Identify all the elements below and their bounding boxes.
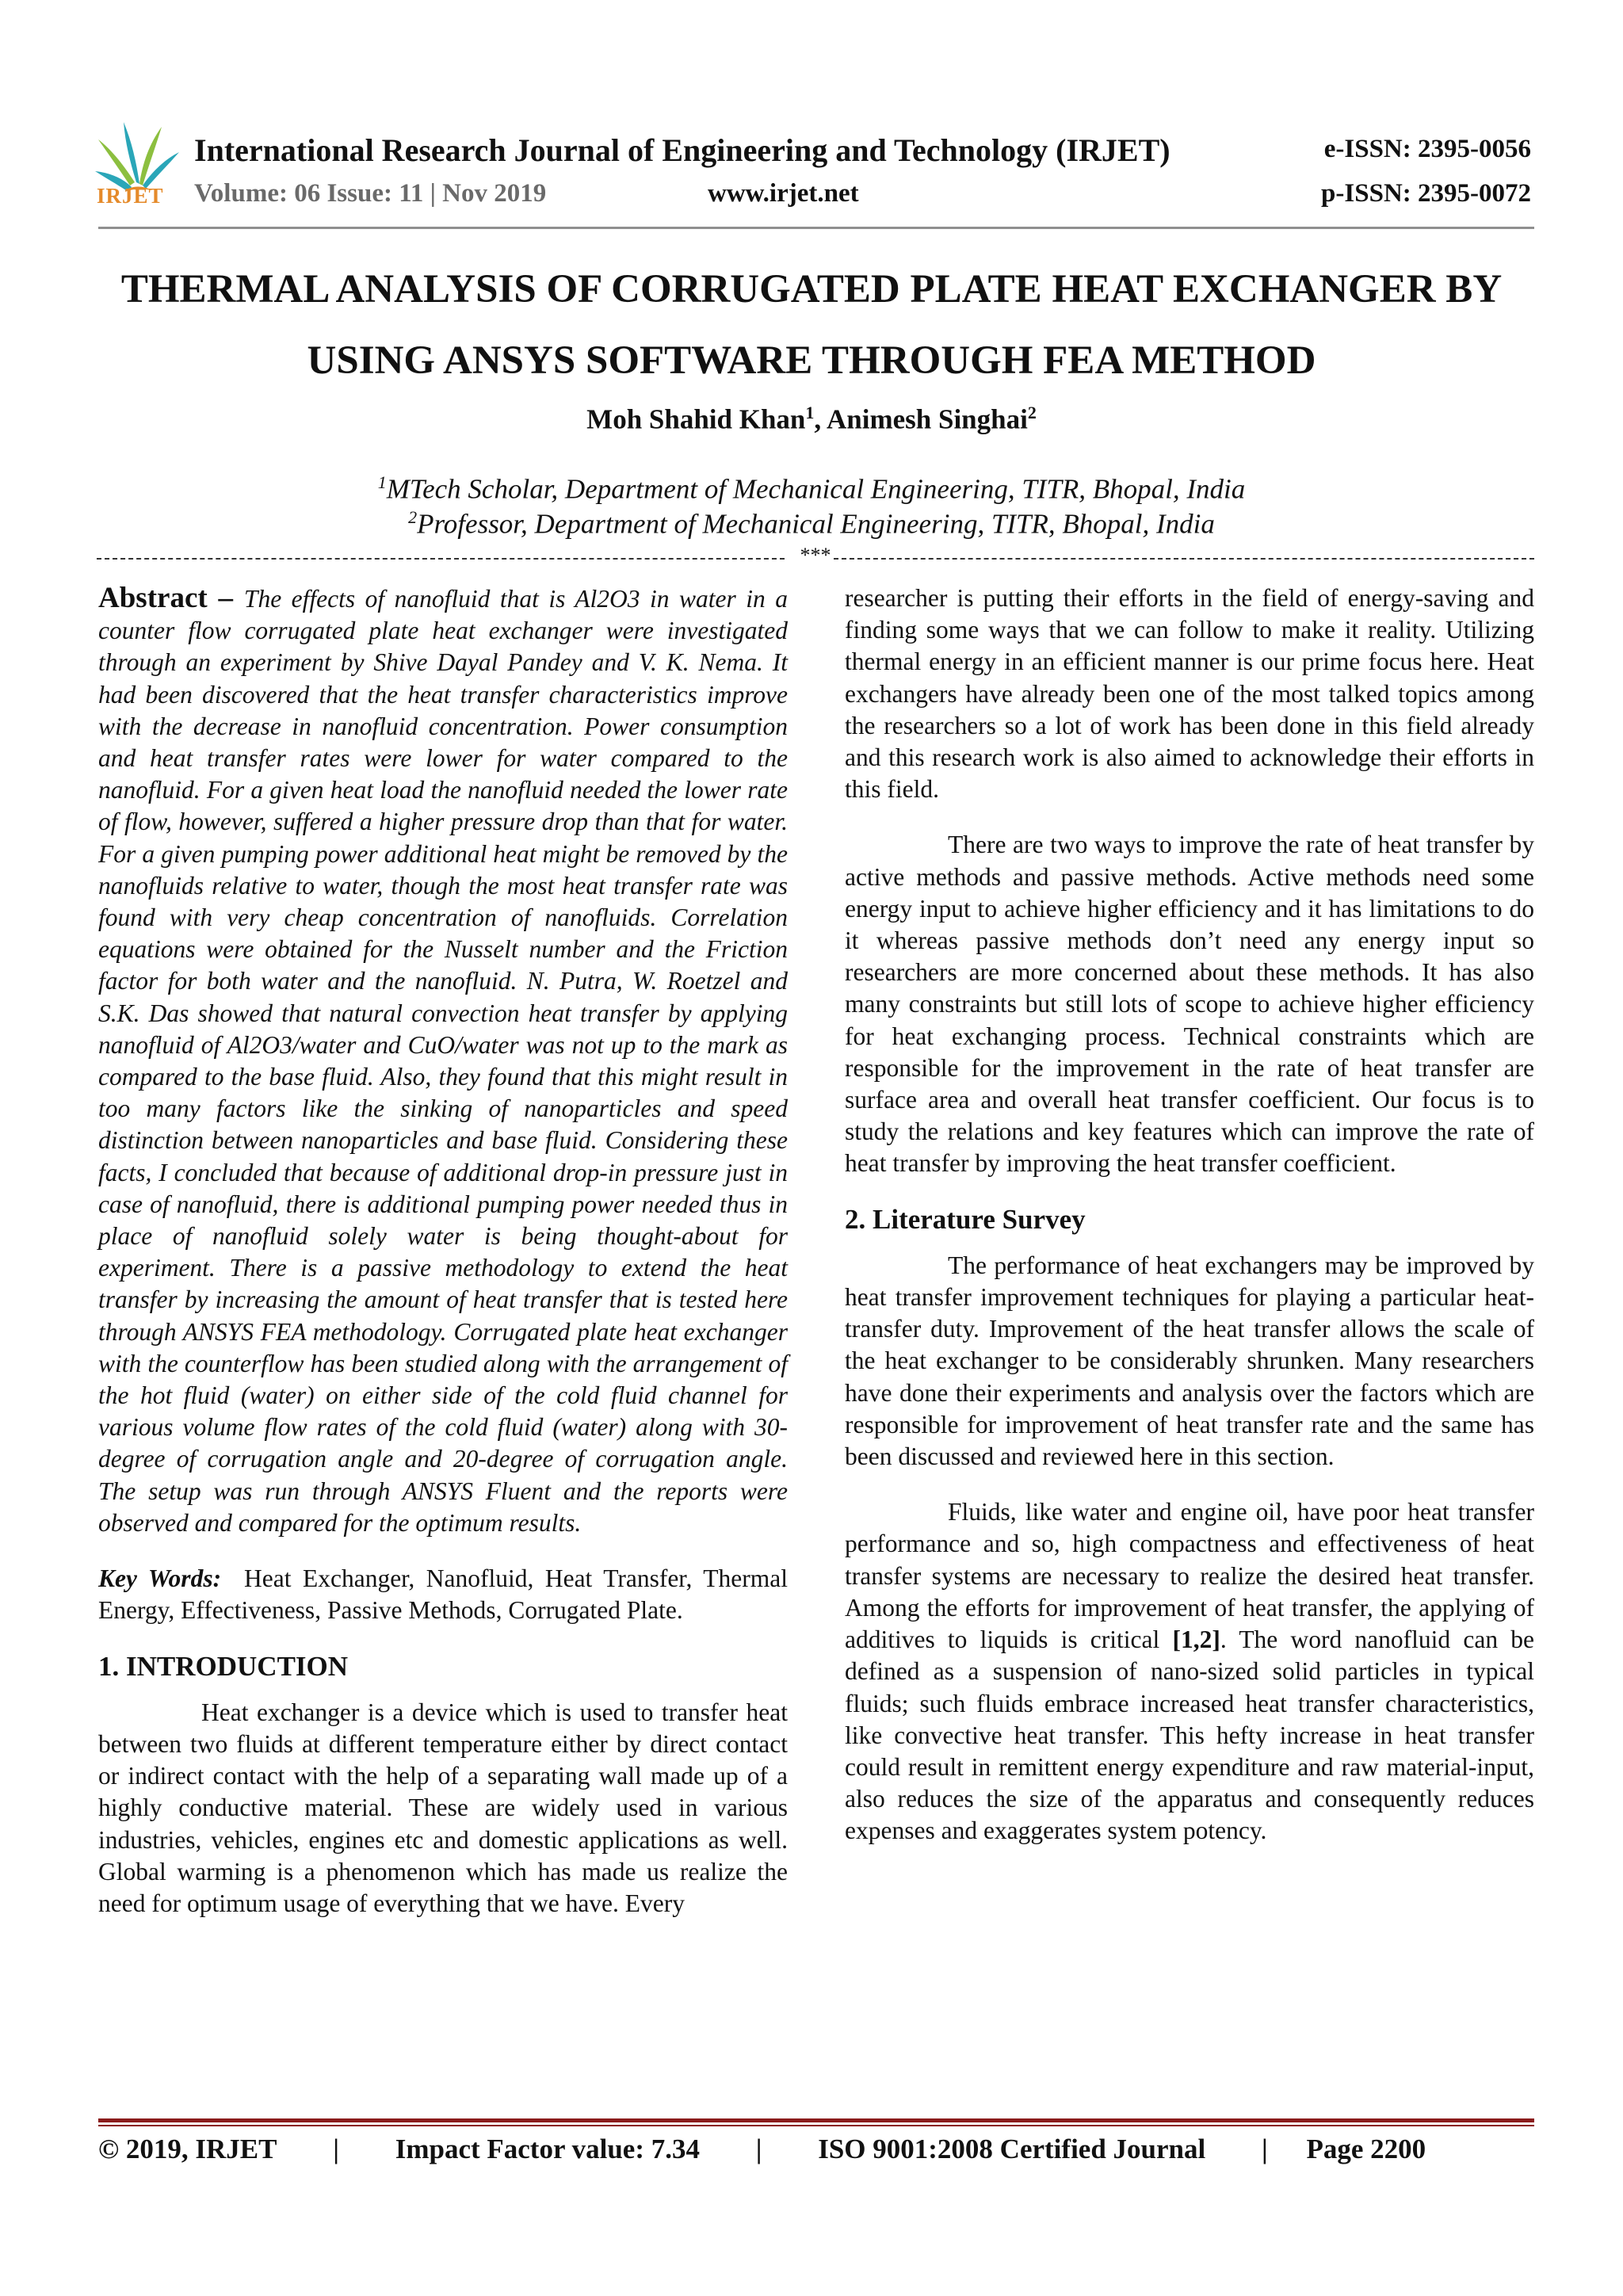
author-1: Moh Shahid Khan [586, 403, 806, 435]
affiliation-2-text: Professor, Department of Mechanical Engineering, TITR, Bhopal, India [417, 508, 1215, 540]
introduction-paragraph-1-continued: researcher is putting their efforts in the field of energy-saving and finding some ways that we can follow to make it reality. Utilizing thermal energy in an efficient manner is our prime focus here. Heat exchangers have already been one of the most talked topics among the researchers so a lot of work has been done in this field already and this research work is also aimed to acknowledge their efforts in this field. [845, 584, 1534, 804]
separator-stars: *** [800, 544, 831, 567]
literature-paragraph-2-part-a: Fluids, like water and engine oil, have poor heat transfer performance and so, high compactness and effectiveness of heat transfer systems are necessary to realize the desired heat transfer. Among the efforts for improvement of heat transfer, the applying of additives to liquids is critical [845, 1498, 1534, 1654]
footer-impact-factor: Impact Factor value: 7.34 [395, 2134, 700, 2164]
paper-title [87, 254, 1536, 396]
literature-paragraph-2 [845, 1496, 1534, 1847]
footer-divider-1: | [333, 2134, 339, 2164]
keywords [98, 1563, 788, 1626]
footer [98, 2134, 1426, 2165]
footer-copyright: © 2019, IRJET [98, 2134, 277, 2164]
affiliation-2-sup: 2 [408, 507, 418, 527]
header-divider [98, 227, 1534, 229]
journal-title: International Research Journal of Engineering and Technology (IRJET) [194, 132, 1170, 168]
p-issn: p-ISSN: 2395-0072 [1321, 179, 1531, 208]
literature-heading: 2. Literature Survey [845, 1203, 1086, 1235]
footer-divider-3: | [1261, 2134, 1268, 2164]
author-separator: , [814, 403, 827, 435]
author-1-sup: 1 [805, 403, 815, 422]
citation-1-2[interactable]: [1,2] [1172, 1626, 1220, 1654]
footer-iso: ISO 9001:2008 Certified Journal [818, 2134, 1206, 2164]
paper-title-line1: THERMAL ANALYSIS OF CORRUGATED PLATE HEAT EXCHANGER BY [120, 267, 1503, 311]
footer-page-number: Page 2200 [1306, 2134, 1426, 2164]
literature-paragraph-1: The performance of heat exchangers may be improved by heat transfer improvement techniques for playing a particular heat-transfer duty. Improvement of the heat transfer allows the scale of the heat exchanger to be considerably shrunken. Many researchers have done their experiments and analysis over the factors which are responsible for improvement of heat transfer rate and the same has been discussed and reviewed here in this section. [845, 1251, 1534, 1471]
affiliation-1-text: MTech Scholar, Department of Mechanical Engineering, TITR, Bhopal, India [386, 473, 1246, 505]
keywords-label: Key Words [98, 1564, 213, 1593]
volume-issue: Volume: 06 Issue: 11 | Nov 2019 [194, 179, 547, 208]
logo-text [97, 184, 164, 208]
keywords-colon: : [212, 1564, 222, 1593]
title-separator [97, 545, 1534, 567]
introduction-paragraph-1: Heat exchanger is a device which is used to transfer heat between two fluids at different temperature either by direct contact or indirect contact with the help of a separating wall made up of a highly conductive material. These are widely used in various industries, vehicles, engines etc and domestic applications as well. Global warming is a phenomenon which has made us realize the need for optimum usage of everything that we have. Every [98, 1698, 788, 1917]
right-column [845, 583, 1534, 1847]
paper-title-line2: USING ANSYS SOFTWARE THROUGH FEA METHOD [307, 338, 1316, 383]
website-link[interactable]: www.irjet.net [708, 179, 859, 208]
footer-rule-thin [98, 2125, 1534, 2126]
author-2-sup: 2 [1027, 403, 1037, 422]
literature-paragraph-2-part-b: . The word nanofluid can be defined as a suspension of nano-sized solid particles in typical fluids; such fluids embrace increased heat transfer characteristics, like convective heat transfer. This hefty increase in heat transfer could result in remittent energy expenditure and raw material-input, also reduces the size of the apparatus and consequently reduces expenses and exaggerates system potency. [845, 1626, 1534, 1845]
left-column [98, 583, 788, 1920]
introduction-paragraph-2: There are two ways to improve the rate of heat transfer by active methods and passive methods. Active methods need some energy input to achieve higher efficiency and it has limitations to do it whereas passive methods don’t need any energy input so researchers are more concerned about these methods. It has also many constraints but still lots of scope to achieve higher efficiency for heat exchanging process. Technical constraints which are responsible for the improvement in the rate of heat transfer are surface area and overall heat transfer coefficient. Our focus is to study the relations and key features which can improve the rate of heat transfer by improving the heat transfer coefficient. [845, 831, 1534, 1178]
affiliation-1-sup: 1 [377, 472, 387, 492]
abstract-text: The effects of nanofluid that is Al2O3 in water in a counter flow corrugated plate heat exchanger were investigated through an experiment by Shive Dayal Pandey and V. K. Nema. It had been discovered that the heat transfer characteristics improve with the decrease in nanofluid concentration. Power consumption and heat transfer rates were lower for water compared to the nanofluid. For a given heat load the nanofluid needed the lower rate of flow, however, suffered a higher pressure drop than that for water. For a given pumping power additional heat might be removed by the nanofluids relative to water, though the most heat transfer rate was found with very cheap concentration of nanofluids. Correlation equations were obtained for the Nusselt number and the Friction factor for both water and the nanofluid. N. Putra, W. Roetzel and S.K. Das showed that natural convection heat transfer by applying nanofluid of Al2O3/water and CuO/water was not up to the mark as compared to the base fluid. Also, they found that this might result in too many factors like the sinking of nanoparticles and speed distinction between nanoparticles and base fluid. Considering these facts, I concluded that because of additional drop-in pressure just in case of nanofluid, there is additional pumping power needed thus in place of nanofluid solely water is being thought-about for experiment. There is a passive methodology to extend the heat transfer by increasing the amount of heat transfer that is tested here through ANSYS FEA methodology. Corrugated plate heat exchanger with the counterflow has been studied along with the arrangement of the hot fluid (water) on either side of the cold fluid channel for various volume flow rates of the cold fluid (water) along with 30-degree of corrugation angle and 20-degree of corrugation angle. The setup was run through ANSYS Fluent and the reports were observed and compared for the optimum results. [98, 585, 788, 1537]
authors [0, 403, 1623, 436]
introduction-heading: 1. INTRODUCTION [98, 1650, 349, 1682]
logo-wordmark: IRJET [97, 184, 164, 208]
footer-rule-thick [98, 2118, 1534, 2122]
affiliation-1 [0, 472, 1623, 506]
separator-dash-right [834, 558, 1534, 560]
abstract [98, 583, 788, 1539]
abstract-label: Abstract – [98, 582, 244, 614]
footer-divider-2: | [755, 2134, 762, 2164]
keywords-text: Heat Exchanger, Nanofluid, Heat Transfer, Thermal Energy, Effectiveness, Passive Methods, Corrugated Plate. [98, 1564, 789, 1625]
author-2: Animesh Singhai [826, 403, 1028, 435]
e-issn: e-ISSN: 2395-0056 [1323, 135, 1531, 163]
affiliation-2 [0, 507, 1623, 541]
